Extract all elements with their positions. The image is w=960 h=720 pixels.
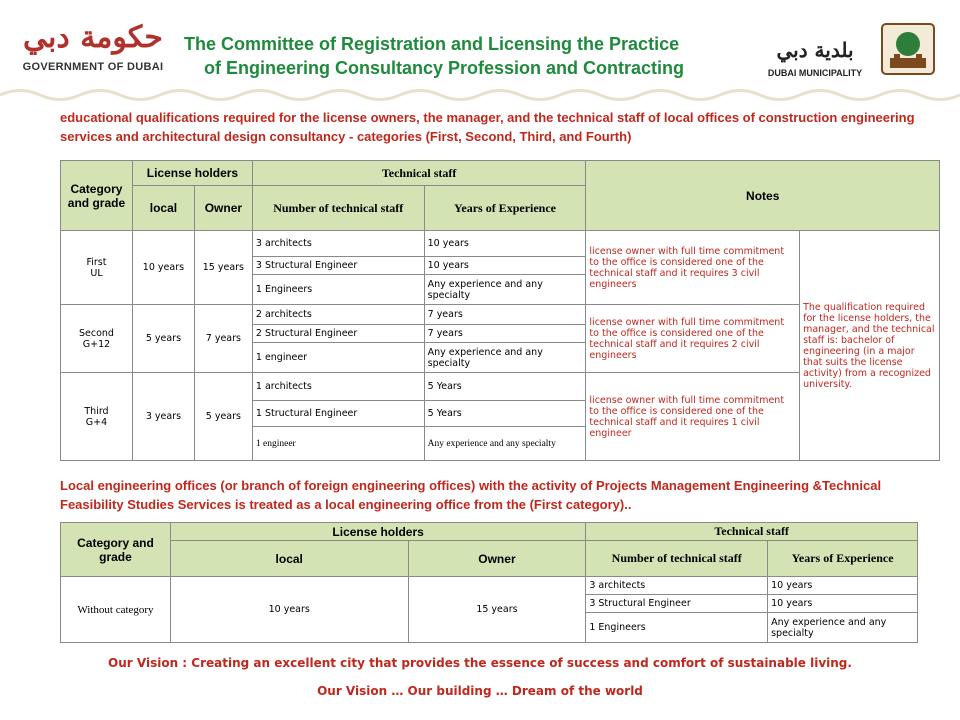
owner-years-cell: 15 years (408, 577, 586, 643)
staff-number-cell: 1 architects (252, 373, 424, 401)
local-years-cell: 5 years (132, 305, 194, 373)
owner-years-cell: 15 years (194, 231, 252, 305)
page-title (184, 32, 744, 80)
category-cell: First UL (61, 231, 133, 305)
intro-text: educational qualifications required for the license owners, the manager, and the technical staff of local offices of construction engineering services and architectural design consultancy - categories (First, Second, Third, and Fourth) (60, 110, 915, 144)
projects-management-note: Local engineering offices (or branch of foreign engineering offices) with the activity of Projects Management Engineering &Technical Feasibility Studies Services is treated as a local engineering office from the (First category).. (60, 478, 882, 512)
header-number-of-staff: Number of technical staff (252, 186, 424, 231)
category-cell: Without category (61, 577, 171, 643)
owner-years-cell: 5 years (194, 373, 252, 461)
vision-slogan: Our Vision … Our building … Dream of the world (317, 684, 643, 698)
header-category: Category and grade (61, 523, 171, 577)
staff-years-cell: 10 years (424, 257, 586, 275)
qualifications-table (60, 160, 940, 461)
title-line-1: The Committee of Registration and Licensing the Practice (184, 34, 680, 54)
header-license-holders: License holders (170, 523, 585, 541)
decorative-border (0, 86, 960, 104)
staff-years-cell: 10 years (424, 231, 586, 257)
header-owner: Owner (408, 541, 586, 577)
without-category-table (60, 522, 918, 643)
municipality-emblem-icon (878, 20, 938, 78)
header-technical-staff: Technical staff (252, 161, 586, 186)
municipality-english-text: DUBAI MUNICIPALITY (767, 68, 863, 78)
local-years-cell: 10 years (170, 577, 408, 643)
staff-years-cell: 10 years (768, 595, 918, 613)
staff-number-cell: 3 Structural Engineer (252, 257, 424, 275)
staff-years-cell: Any experience and any specialty (424, 427, 586, 461)
note-cell: license owner with full time commitment to the office is considered one of the technical staff and it requires 2 civil engineers (586, 305, 800, 373)
header-owner: Owner (194, 186, 252, 231)
staff-years-cell: 7 years (424, 325, 586, 343)
header-category: Category and grade (61, 161, 133, 231)
staff-number-cell: 1 Structural Engineer (252, 401, 424, 427)
vision-statement: Our Vision : Creating an excellent city that provides the essence of success and comfort of sustainable living. (108, 656, 852, 670)
staff-number-cell: 2 architects (252, 305, 424, 325)
municipality-arabic-text: بلدية دبي (776, 38, 854, 62)
header-license-holders: License holders (132, 161, 252, 186)
staff-years-cell: Any experience and any specialty (768, 613, 918, 643)
header-years-of-experience: Years of Experience (424, 186, 586, 231)
header-notes: Notes (586, 161, 940, 231)
owner-years-cell: 7 years (194, 305, 252, 373)
staff-years-cell: Any experience and any specialty (424, 275, 586, 305)
logo-arabic-text: حكومة دبي (23, 20, 163, 55)
staff-number-cell: 1 engineer (252, 343, 424, 373)
dubai-municipality-logo (760, 18, 950, 82)
staff-number-cell: 3 architects (586, 577, 768, 595)
header-years-of-experience: Years of Experience (768, 541, 918, 577)
staff-number-cell: 1 Engineers (252, 275, 424, 305)
staff-years-cell: Any experience and any specialty (424, 343, 586, 373)
note-cell: license owner with full time commitment to the office is considered one of the technical staff and it requires 3 civil engineers (586, 231, 800, 305)
staff-years-cell: 7 years (424, 305, 586, 325)
qualification-note-cell: The qualification required for the license holders, the manager, and the technical staff is: bachelor of engineering (in a major that suits the license activity) from a recognized university. (800, 231, 940, 461)
staff-number-cell: 1 engineer (252, 427, 424, 461)
staff-number-cell: 1 Engineers (586, 613, 768, 643)
note-cell: license owner with full time commitment to the office is considered one of the technical staff and it requires 1 civil engineer (586, 373, 800, 461)
government-of-dubai-logo (18, 18, 168, 80)
category-cell: Second G+12 (61, 305, 133, 373)
header-technical-staff: Technical staff (586, 523, 918, 541)
staff-number-cell: 3 Structural Engineer (586, 595, 768, 613)
table-row (61, 231, 940, 257)
staff-number-cell: 2 Structural Engineer (252, 325, 424, 343)
staff-years-cell: 5 Years (424, 373, 586, 401)
logo-english-text: GOVERNMENT OF DUBAI (22, 61, 164, 73)
header-local: local (132, 186, 194, 231)
staff-number-cell: 3 architects (252, 231, 424, 257)
local-years-cell: 10 years (132, 231, 194, 305)
header-number-of-staff: Number of technical staff (586, 541, 768, 577)
table-row (61, 577, 918, 595)
staff-years-cell: 10 years (768, 577, 918, 595)
category-cell: Third G+4 (61, 373, 133, 461)
title-line-2: of Engineering Consultancy Profession and Contracting (204, 58, 685, 78)
local-years-cell: 3 years (132, 373, 194, 461)
header-local: local (170, 541, 408, 577)
staff-years-cell: 5 Years (424, 401, 586, 427)
